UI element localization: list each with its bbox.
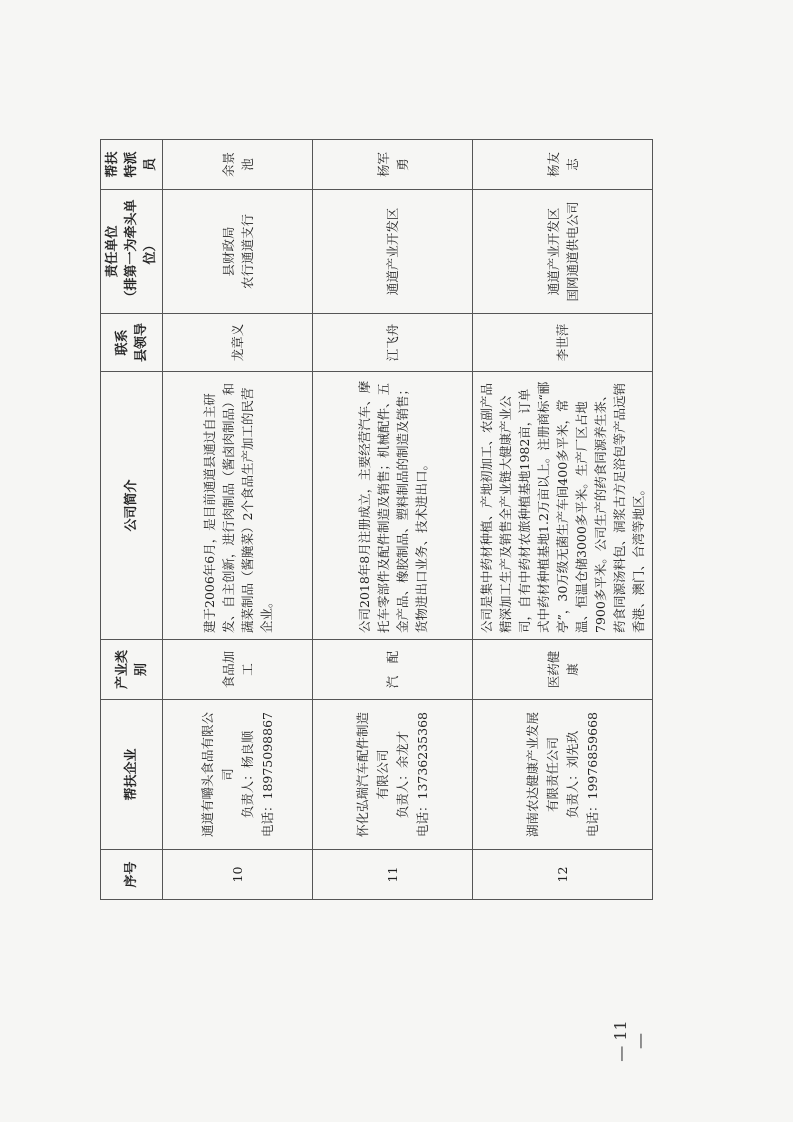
table-row: [473, 140, 653, 900]
row-envoy: 杨军勇: [313, 140, 473, 190]
table-row: [313, 140, 473, 900]
unit-line: 通道产业开发区: [385, 207, 400, 296]
header-envoy-line1: 帮扶: [105, 151, 120, 178]
row-intro: 公司2018年8月注册成立，主要经营汽车、摩托车零部件及配件制造及销售；机械配件、五金产品、橡胶制品、塑料制品的制造及销售；货物进出口业务、技术进出口。: [313, 372, 473, 640]
company-phone: 电话：13736235368: [414, 712, 430, 837]
company-name: 通道有嚼头食品有限公司: [199, 712, 235, 838]
company-phone: 电话：18975098867: [259, 712, 275, 837]
row-units: [473, 190, 653, 314]
header-contact-leader: [101, 314, 163, 372]
row-industry: 汽 配: [313, 640, 473, 700]
page-number: — 11 —: [611, 1020, 649, 1062]
company-contact: 负责人：刘先玖: [564, 730, 580, 819]
header-no: 序号: [101, 850, 163, 900]
row-no: 12: [473, 850, 653, 900]
unit-line: 农行通道支行: [239, 214, 255, 290]
unit-line: 县财政局: [220, 226, 236, 277]
unit-line: 通道产业开发区: [545, 207, 561, 296]
table-header-row: [101, 140, 163, 900]
header-unit-line1: 责任单位: [105, 225, 120, 278]
company-phone: 电话：19976859668: [584, 712, 600, 837]
table-row: [163, 140, 313, 900]
row-no: 11: [313, 850, 473, 900]
row-enterprise: [163, 700, 313, 850]
enterprise-support-table: [100, 139, 653, 900]
header-unit-line2: （排第一为牵头单位）: [124, 199, 158, 304]
company-contact: 负责人：余龙才: [394, 730, 410, 819]
row-envoy: 杨友志: [473, 140, 653, 190]
unit-line: 国网通道供电公司: [564, 201, 580, 302]
row-leader: 李世萍: [473, 314, 653, 372]
row-no: 10: [163, 850, 313, 900]
header-intro: 公司简介: [101, 372, 163, 640]
header-special-envoy: [101, 140, 163, 190]
header-enterprise: 帮扶企业: [101, 700, 163, 850]
row-intro: 公司是集中药材种植、产地初加工、农副产品精深加工生产及销售全产业链大健康产业公司，自有中药材农旅种植基地1982亩，订单式中药材种植基地1.2万亩以上。注册商标“郦亭”，30万级无菌生产车间400多平米，常温、恒温仓储3000多平米。生产厂区占地7900多平米。公司生产的药食同源养生茶、药食同源汤料包、洞浆古方足浴包等产品远销香港、澳门、台湾等地区。: [473, 372, 653, 640]
row-industry: 医药健康: [473, 640, 653, 700]
row-enterprise: [473, 700, 653, 850]
rotated-table-wrapper: [100, 140, 646, 900]
row-units: [163, 190, 313, 314]
company-name: 怀化弘瑞汽车配件制造有限公司: [354, 712, 390, 838]
header-contact-line2: 县领导: [133, 323, 149, 363]
row-industry: 食品加工: [163, 640, 313, 700]
header-envoy-line2: 特派员: [124, 151, 158, 178]
row-intro: 建于2006年6月，是目前通道县通过自主研发、自主创新，进行肉制品（酱卤肉制品）和蔬菜制品（酱腌菜）2个食品生产加工的民营企业。: [163, 372, 313, 640]
row-leader: 江飞舟: [313, 314, 473, 372]
header-industry: 产业类别: [101, 640, 163, 700]
row-leader: 龙章义: [163, 314, 313, 372]
header-responsible-unit: [101, 190, 163, 314]
header-contact-line1: 联系: [114, 329, 130, 356]
row-enterprise: [313, 700, 473, 850]
company-contact: 负责人：杨良顺: [239, 730, 255, 819]
row-envoy: 余景池: [163, 140, 313, 190]
row-units: [313, 190, 473, 314]
company-name: 湖南农达健康产业发展有限责任公司: [524, 712, 560, 838]
